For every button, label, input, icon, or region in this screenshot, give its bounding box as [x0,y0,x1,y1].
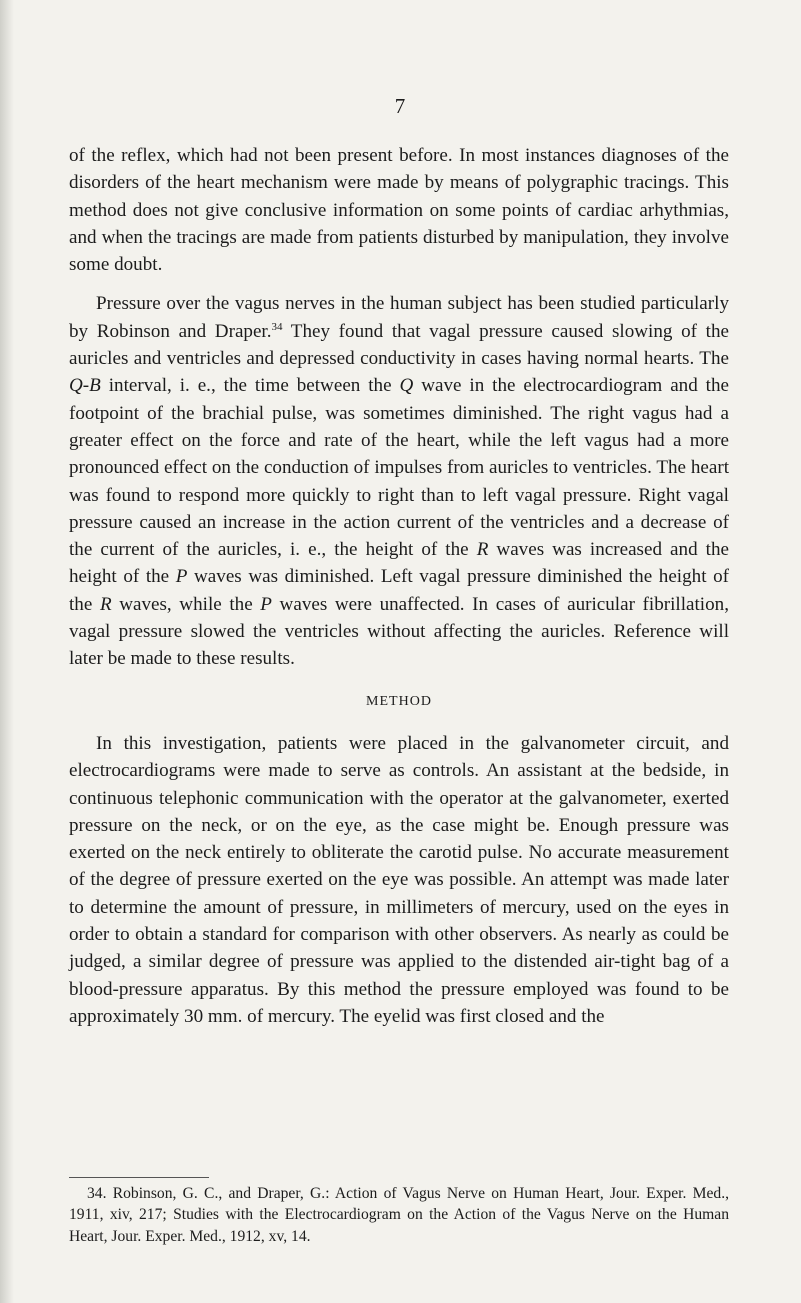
footnote-divider [69,1177,209,1178]
text-segment: waves was diminished. Left vagal pressure diminished the height of the [69,566,729,615]
reference-marker: 34 [271,320,283,333]
italic-term: P [260,593,272,615]
italic-term: Q-B [69,375,101,397]
paragraph-vagus-pressure [69,290,729,672]
italic-term: Q [399,375,414,397]
text-segment: Pressure over the vagus nerves in the human subject has been studied particularly by Robinson and Draper. [69,293,729,342]
text-segment: interval, i. e., the time between the [100,375,400,397]
footnote-text: 34. Robinson, G. C., and Draper, G.: Action of Vagus Nerve on Human Heart, Jour. Exper. Med., 1911, xiv, 217; Studies with the Electrocardiogram on the Action of the Vagus Nerve on the Human Heart, Jour. Exper. Med., 1912, xv, 14. [69,1185,729,1245]
text-segment: waves, while the [111,593,261,615]
text-segment: They found that vagal pressure caused slowing of the auricles and ventricles and depressed conductivity in cases having normal hearts. The [69,320,729,370]
section-heading-method: METHOD [366,693,432,709]
italic-term: P [175,566,188,588]
text-segment: waves was increased and the height of the [69,539,729,588]
body-text [69,142,729,1042]
page-number: 7 [394,94,406,118]
text-segment: wave in the electrocardiogram and the footpoint of the brachial pulse, was sometimes diminished. The right vagus had a greater effect on the force and rate of the heart, while the left vagus had a more pronounced effect on the conduction of impulses from auricles to ventricles. The heart was found to respond more quickly to right than to left vagal pressure. Right vagal pressure caused an increase in the action current of the ventricles and a decrease of the current of the auricles, i. e., the height of the [69,375,729,561]
italic-term: R [476,539,489,561]
text-segment: waves were unaffected. In cases of auricular fibrillation, vagal pressure slowed the ventricles without affecting the auricles. Reference will later be made to these results. [69,593,729,670]
italic-term: R [99,593,112,615]
paragraph-continued: of the reflex, which had not been present before. In most instances diagnoses of the disorders of the heart mechanism were made by means of polygraphic tracings. This method does not give conclusive information on some points of cardiac arhythmias, and when the tracings are made from patients disturbed by manipulation, they involve some doubt. [69,145,729,276]
paragraph-method: In this investigation, patients were placed in the galvanometer circuit, and electrocardiograms were made to serve as controls. An assistant at the bedside, in continuous telephonic communication with the operator at the galvanometer, exerted pressure on the neck, or on the eye, as the case might be. Enough pressure was exerted on the neck entirely to obliterate the carotid pulse. No accurate measurement of the degree of pressure exerted on the eye was possible. An attempt was made later to determine the amount of pressure, in millimeters of mercury, used on the eyes in order to obtain a standard for comparison with other observers. As nearly as could be judged, a similar degree of pressure was applied to the distended air-tight bag of a blood-pressure apparatus. By this method the pressure employed was found to be approximately 30 mm. of mercury. The eyelid was first closed and the [69,732,729,1027]
page-edge-shadow [0,0,14,1303]
footnote [69,1183,729,1247]
